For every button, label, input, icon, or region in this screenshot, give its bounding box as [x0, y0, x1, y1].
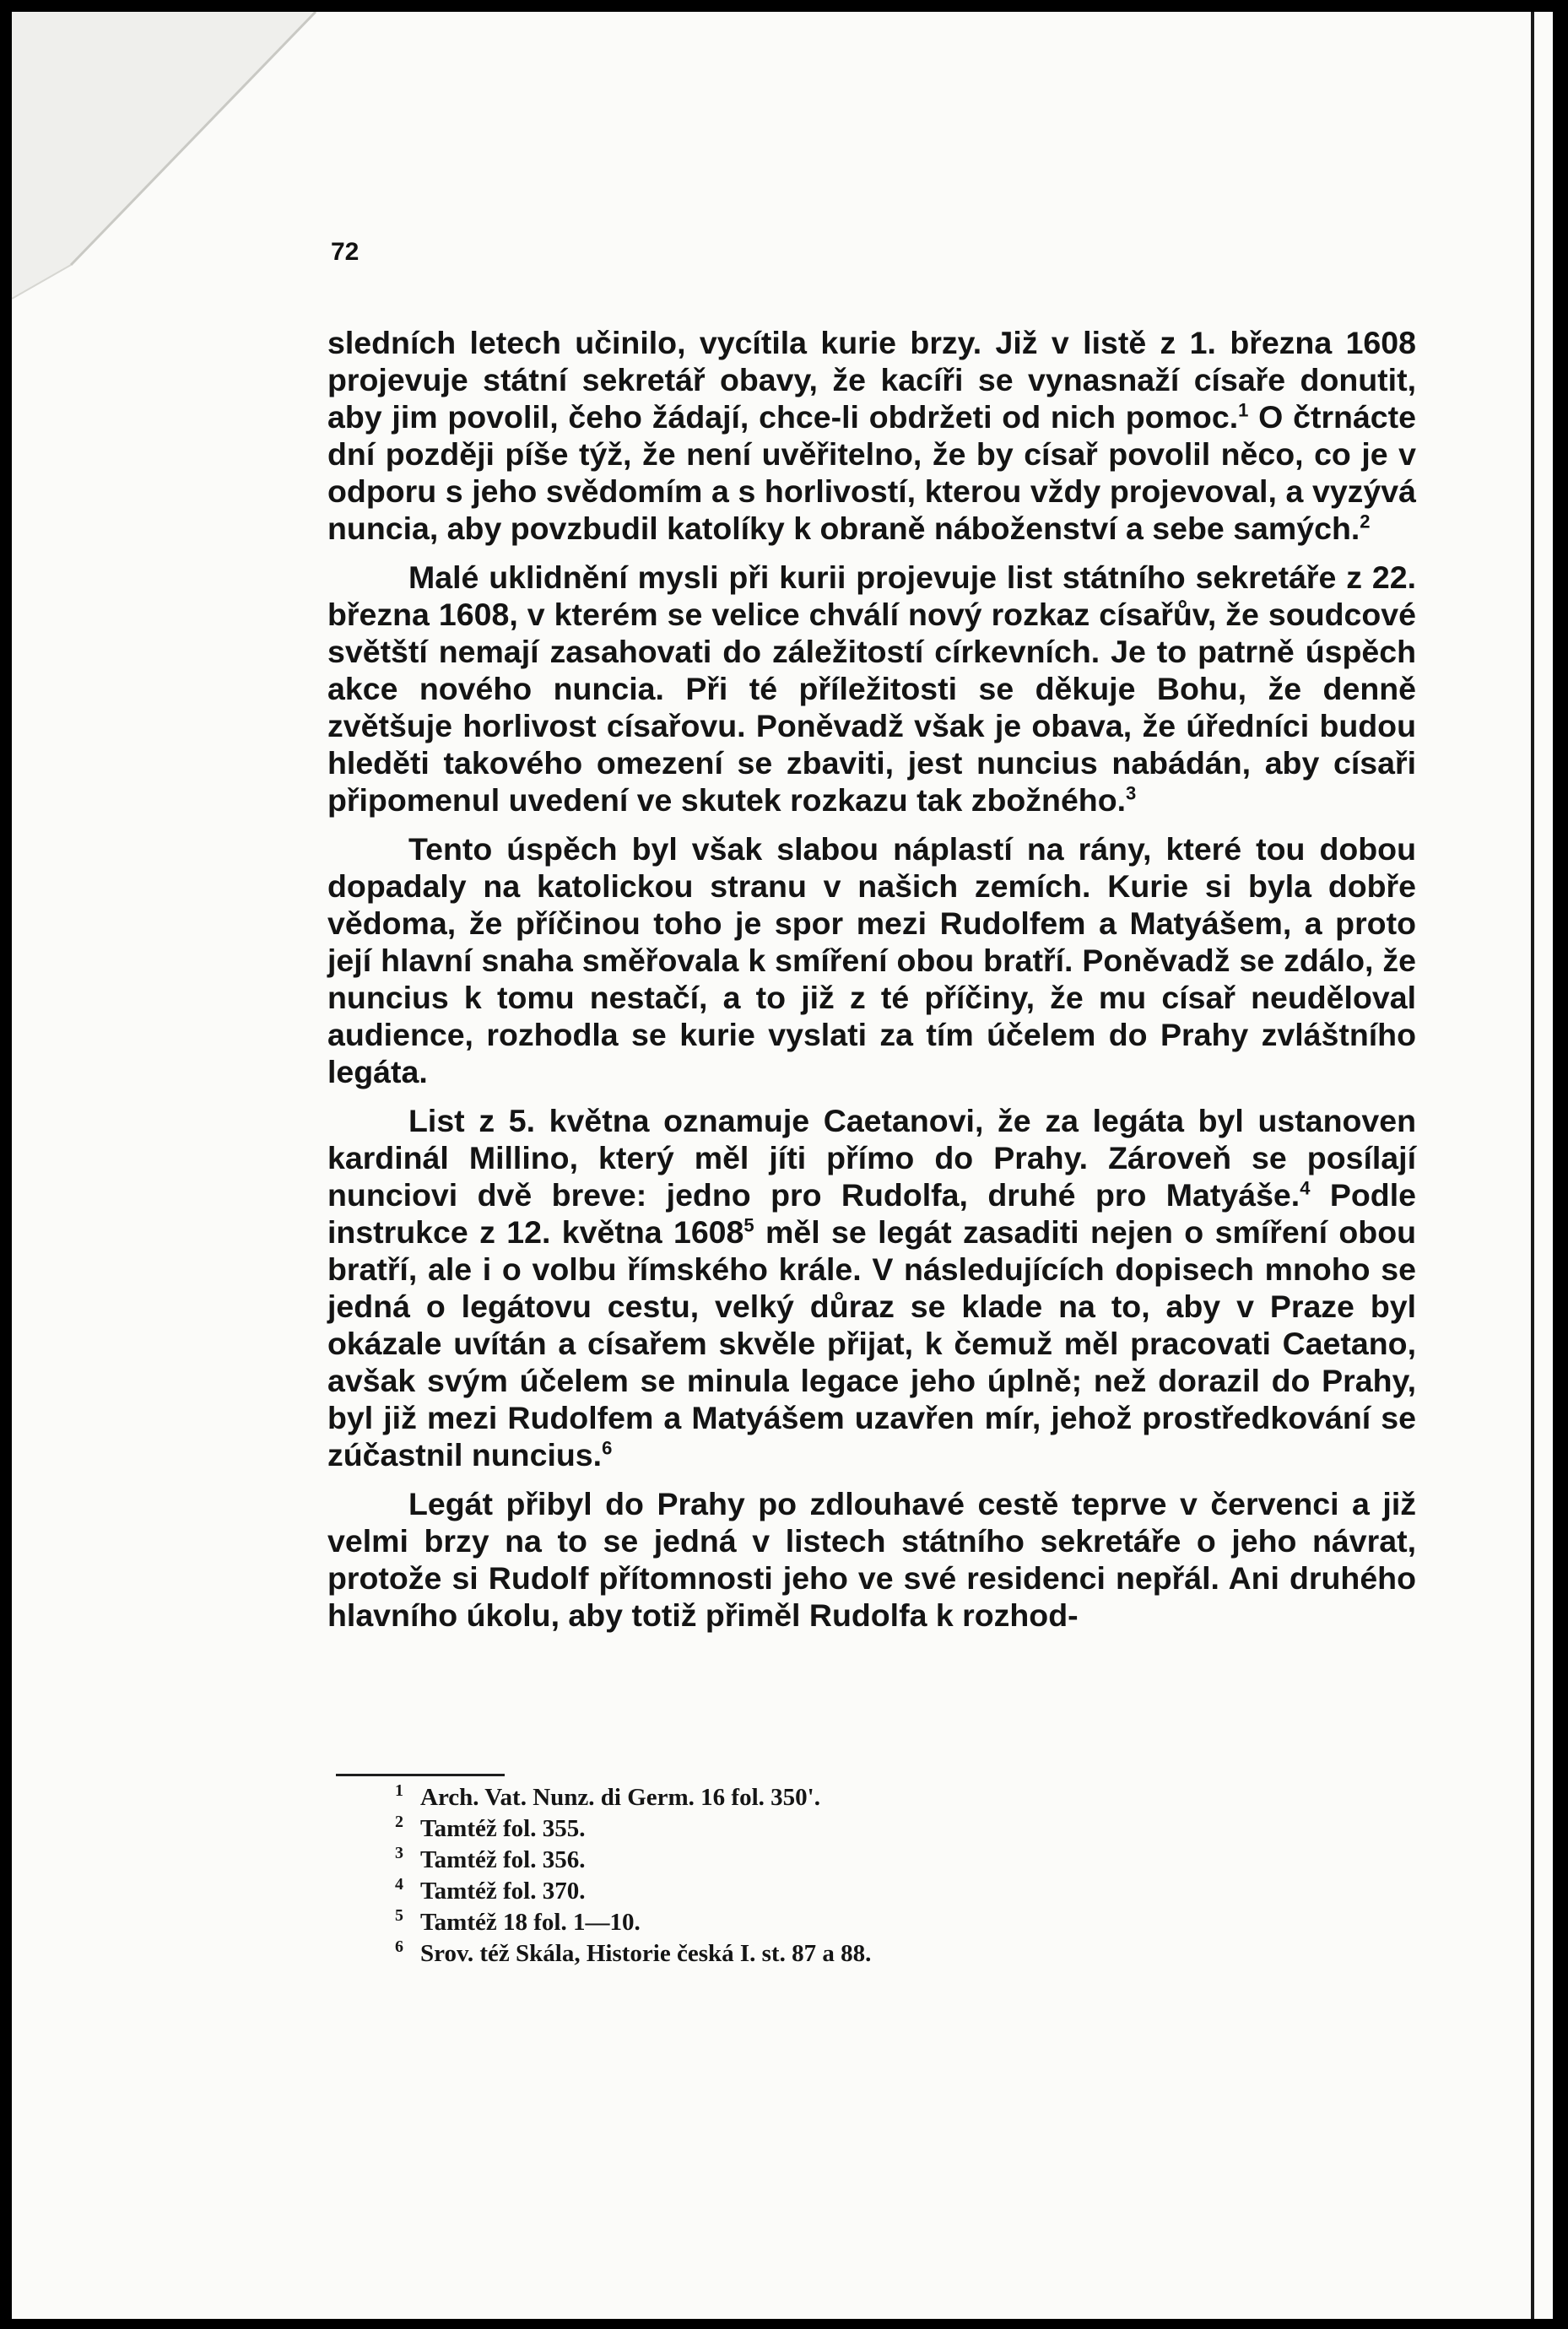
footnote-text: Tamtéž fol. 355.	[420, 1815, 586, 1842]
paragraph-2	[327, 559, 1416, 819]
paragraph-text: Podle instrukce z 12. května 1608	[327, 1177, 1416, 1250]
page-number: 72	[331, 238, 360, 266]
paragraph-1	[327, 324, 1416, 547]
footnote-text: Tamtéž 18 fol. 1—10.	[420, 1909, 641, 1936]
paragraph-text: Legát přibyl do Prahy po zdlouhavé cestě teprve v červenci a již velmi brzy na to se jedná v listech státního sekretáře o jeho návrat, protože si Rudolf přítomnosti jeho ve své residenci nepřál. Ani druhého hlavního úkolu, aby totiž přiměl Rudolfa k rozhod-	[327, 1486, 1416, 1633]
footnote-6: 6 Srov. též Skála, Historie česká I. st. 87 a 88.	[395, 1937, 872, 1967]
footnote-reference: 1	[1238, 399, 1249, 421]
folded-corner-shadow	[12, 12, 366, 316]
paragraph-3	[327, 830, 1416, 1090]
footnote-text: Tamtéž fol. 370.	[420, 1878, 586, 1905]
body-text	[327, 324, 1416, 1645]
paragraph-text: sledních letech učinilo, vycítila kurie brzy. Již v listě z 1. března 1608 projevuje státní sekretář obavy, že kacíři se vynasnaží císaře donutit, aby jim povolil, čeho žádají, chce-li obdržeti od nich pomoc.	[327, 325, 1416, 435]
footnote-text: Arch. Vat. Nunz. di Germ. 16 fol. 350'.	[420, 1784, 820, 1811]
footnote-divider	[336, 1774, 505, 1776]
footnote-reference: 3	[1126, 782, 1137, 804]
paragraph-text: Malé uklidnění mysli při kurii projevuje list státního sekretáře z 22. března 1608, v kterém se velice chválí nový rozkaz císařův, že soudcové světští nemají zasahovati do záležitostí církevních. Je to patrně úspěch akce nového nuncia. Při té příležitosti se děkuje Bohu, že denně zvětšuje horlivost císařovu. Poněvadž však je obava, že úředníci budou hleděti takového omezení se zbaviti, jest nuncius nabádán, aby císaři připomenul uvedení ve skutek rozkazu tak zbožného.	[327, 559, 1416, 818]
footnote-text: Srov. též Skála, Historie česká I. st. 87 a 88.	[420, 1940, 872, 1967]
paragraph-text: List z 5. května oznamuje Caetanovi, že za legáta byl ustanoven kardinál Millino, který měl jíti přímo do Prahy. Zároveň se posílají nunciovi dvě breve: jedno pro Rudolfa, druhé pro Matyáše.	[327, 1103, 1416, 1213]
paragraph-text: O čtrnácte dní později píše týž, že není uvěřitelno, že by císař povolil něco, co je v odporu s jeho svědomím a s horlivostí, kterou vždy projevoval, a vyzývá nuncia, aby povzbudil katolíky k obraně náboženství a sebe samých.	[327, 399, 1417, 546]
page-right-edge	[1531, 12, 1553, 2319]
footnotes	[395, 1782, 1239, 1970]
paragraph-text: Tento úspěch byl však slabou náplastí na rány, které tou dobou dopadaly na katolickou stranu v našich zemích. Kurie si byla dobře vědoma, že příčinou toho je spor mezi Rudolfem a Matyášem, a proto její hlavní snaha směřovala k smíření obou bratří. Poněvadž se zdálo, že nuncius k tomu nestačí, a to již z té příčiny, že mu císař neuděloval audience, rozhodla se kurie vyslati za tím účelem do Prahy zvláštního legáta.	[327, 831, 1416, 1089]
footnote-4: 4 Tamtéž fol. 370.	[395, 1875, 586, 1905]
footnote-reference: 5	[743, 1214, 754, 1236]
footnote-5: 5 Tamtéž 18 fol. 1—10.	[395, 1906, 641, 1936]
footnote-3: 3 Tamtéž fol. 356.	[395, 1844, 586, 1873]
footnote-1: 1 Arch. Vat. Nunz. di Germ. 16 fol. 350'.	[395, 1781, 820, 1811]
footnote-text: Tamtéž fol. 356.	[420, 1846, 586, 1873]
footnote-2: 2 Tamtéž fol. 355.	[395, 1813, 586, 1842]
footnote-reference: 4	[1300, 1177, 1311, 1199]
paragraph-text: měl se legát zasaditi nejen o smíření obou bratří, ale i o volbu římského krále. V následujících dopisech mnoho se jedná o legátovu cestu, velký důraz se klade na to, aby v Praze byl okázale uvítán a císařem skvěle přijat, k čemuž měl pracovati Caetano, avšak svým účelem se minula legace jeho úplně; než dorazil do Prahy, byl již mezi Rudolfem a Matyášem uzavřen mír, jehož prostředkování se zúčastnil nuncius.	[327, 1214, 1417, 1473]
book-page	[12, 12, 1553, 2319]
footnote-reference: 2	[1360, 511, 1371, 532]
paragraph-5	[327, 1485, 1416, 1634]
footnote-reference: 6	[602, 1437, 613, 1459]
paragraph-4	[327, 1102, 1416, 1473]
